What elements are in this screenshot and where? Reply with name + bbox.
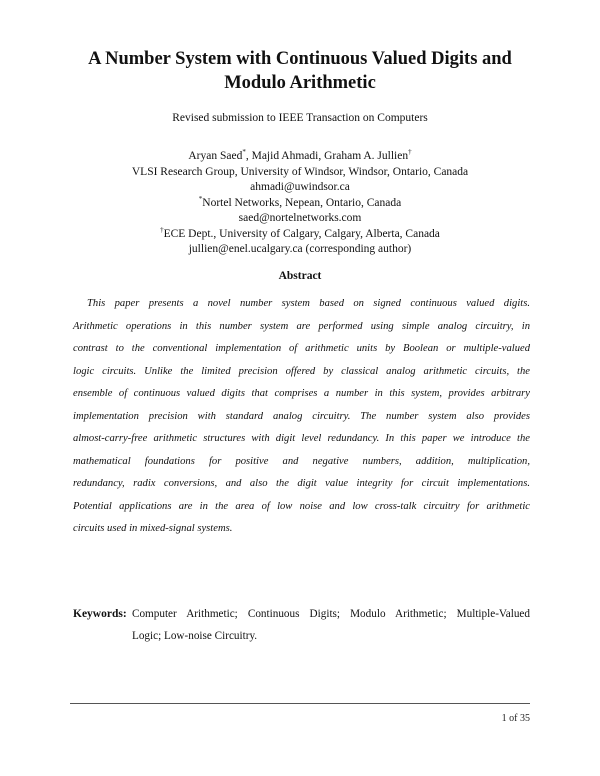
keywords-label: Keywords:	[73, 608, 127, 620]
keywords-line: Computer Arithmetic; Continuous Digits; Modulo Arithmetic; Multiple-Valued	[132, 608, 530, 620]
keywords-list	[132, 603, 530, 647]
affiliation-calgary	[60, 227, 540, 243]
abstract-line: redundancy, radix conversions, and also the digit value integrity for circuit implementations.	[73, 478, 530, 489]
author-others: , Majid Ahmadi, Graham A. Jullien	[245, 150, 409, 162]
email-nortel: saed@nortelnetworks.com	[238, 212, 362, 224]
author-block	[60, 149, 540, 258]
email-windsor: ahmadi@uwindsor.ca	[250, 181, 350, 193]
footnote-mark-dagger: †	[408, 148, 412, 156]
page-number: 1 of 35	[501, 713, 530, 724]
abstract-line: implementation precision with standard analog circuitry. The number system also provides	[73, 410, 530, 422]
affiliation-nortel	[60, 196, 540, 212]
author-first: Aryan Saed	[188, 150, 243, 162]
email-calgary: jullien@enel.ucalgary.ca (corresponding author)	[188, 243, 412, 255]
submission-note: Revised submission to IEEE Transaction on Computers	[172, 112, 428, 124]
keywords-line: Logic; Low-noise Circuitry.	[132, 630, 258, 642]
abstract-line: almost-carry-free arithmetic structures with digit level redundancy. In this paper we introduce the	[73, 433, 530, 444]
footer-divider	[70, 703, 530, 704]
footnote-mark-star: *	[242, 148, 246, 156]
title-line-2: Modulo Arithmetic	[224, 73, 376, 93]
affiliation-mark-dagger: †	[160, 225, 164, 234]
affiliation-windsor: VLSI Research Group, University of Windsor, Windsor, Ontario, Canada	[131, 165, 469, 178]
author-names	[60, 149, 540, 165]
affiliation-nortel-text: Nortel Networks, Nepean, Ontario, Canada	[202, 196, 402, 209]
affiliation-mark-star: *	[198, 194, 203, 203]
abstract-body	[73, 293, 530, 541]
abstract-line: ensemble of continuous valued digits that comprises a number in this system, provides arbitrary	[73, 388, 530, 399]
abstract-line: circuits used in mixed-signal systems.	[73, 523, 233, 534]
abstract-line: logic circuits. Unlike the limited precision offered by classical analog arithmetic circuits, the	[73, 365, 530, 377]
abstract-heading: Abstract	[278, 270, 322, 282]
paper-title	[60, 47, 540, 95]
title-line-1: A Number System with Continuous Valued Digits and	[88, 49, 512, 69]
abstract-line: Potential applications are in the area of low noise and low cross-talk circuitry for arithmetic	[73, 500, 530, 512]
affiliation-calgary-text: ECE Dept., University of Calgary, Calgary, Alberta, Canada	[163, 227, 440, 240]
abstract-line: Arithmetic operations in this number system are performed using simple analog circuitry, in	[73, 320, 530, 332]
abstract-line: contrast to the conventional implementation of arithmetic units by Boolean or multiple-valued	[73, 343, 530, 354]
abstract-line: mathematical foundations for positive and negative numbers, addition, multiplication,	[73, 455, 530, 467]
abstract-line: This paper presents a novel number system based on signed continuous valued digits.	[87, 298, 530, 309]
